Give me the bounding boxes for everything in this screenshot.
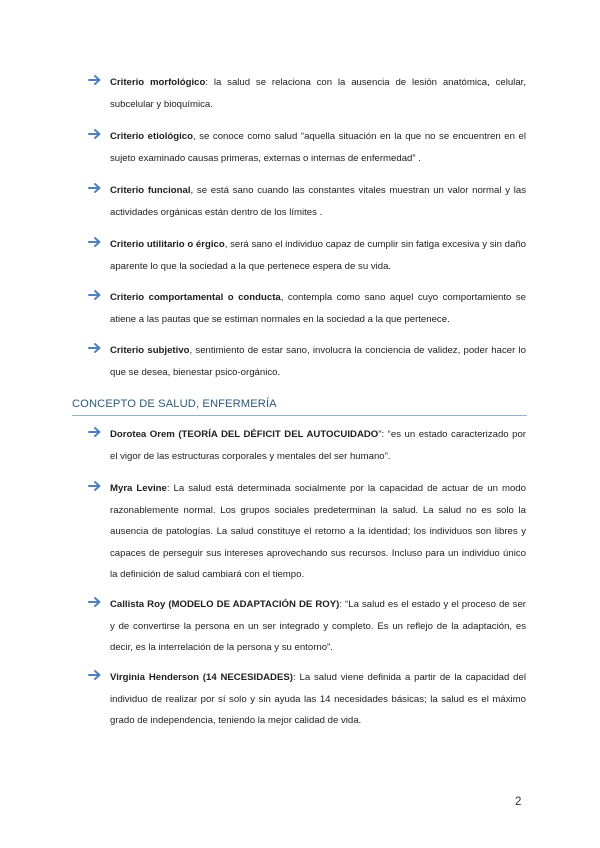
arrow-right-icon: [88, 669, 102, 681]
arrow-right-icon: [88, 182, 102, 194]
criterion-comportamental: [88, 287, 526, 330]
criterion-term: Criterio utilitario o érgico: [110, 239, 225, 250]
criterion-term: Criterio morfológico: [110, 77, 206, 88]
criterion-description: se conoce como salud “aquella situación en la que no se encuentren en el sujeto examinado causas primeras, externas o internas de enfermedad” .: [110, 131, 526, 164]
author-separator: :: [166, 483, 170, 494]
author-separator: ”:: [378, 429, 385, 440]
arrow-right-icon: [88, 128, 102, 140]
criterion-utilitario: [88, 234, 526, 277]
author-term: Callista Roy (MODELO DE ADAPTACIÓN DE ROY): [110, 599, 340, 610]
author-henderson: [88, 667, 526, 732]
author-description: La salud está determinada socialmente por la capacidad de actuar de un modo razonablemente normal. Los grupos sociales predeterminan la salud. La salud no es solo la ausencia de patologías. La salud constituye el retorno a la identidad; los individuos son libres y capaces de perseguir sus intereses aprovechando sus recursos. Incluso para un individuo único la definición de salud cambiará con el tiempo.: [110, 483, 526, 580]
criterion-description: será sano el individuo capaz de cumplir sin fatiga excesiva y sin daño aparente lo que la sociedad a la que pertenece espera de su vida.: [110, 239, 527, 272]
arrow-right-icon: [88, 596, 102, 608]
criterion-description: contempla como sano aquel cuyo comportamiento se atiene a las pautas que se estiman normales en la sociedad a la que pertenece.: [110, 292, 527, 325]
author-term: Dorotea Orem (TEORÍA DEL DÉFICIT DEL AUTOCUIDADO: [110, 429, 379, 440]
criterion-term: Criterio etiológico: [110, 131, 193, 142]
author-levine: [88, 478, 526, 586]
author-term: Virginia Henderson (14 NECESIDADES): [110, 672, 293, 683]
arrow-right-icon: [88, 289, 102, 301]
criterion-description: sentimiento de estar sano, involucra la conciencia de validez, poder hacer lo que se desea, bienestar psico-orgánico.: [110, 345, 526, 378]
arrow-right-icon: [88, 480, 102, 492]
author-description: “La salud es el estado y el proceso de ser y de convertirse la persona en un ser integrado y completo. Es un reflejo de la adaptación, es decir, es la interrelación de la persona y su entorno”.: [110, 599, 526, 653]
criterion-separator: ,: [190, 185, 194, 196]
criterion-separator: ,: [189, 345, 193, 356]
heading-rule: [72, 415, 527, 416]
arrow-right-icon: [88, 426, 102, 438]
criterion-description: la salud se relaciona con la ausencia de lesión anatómica, celular, subcelular y bioquímica.: [110, 77, 526, 110]
criterion-separator: ,: [280, 292, 284, 303]
author-term: Myra Levine: [110, 483, 167, 494]
criterion-etiologico: [88, 126, 526, 169]
section-heading: CONCEPTO DE SALUD, ENFERMERÍA: [72, 398, 277, 410]
criterion-funcional: [88, 180, 526, 223]
author-orem: [88, 424, 526, 467]
author-description: “es un estado caracterizado por el vigor de las estructuras corporales y mentales del ser humano”.: [110, 429, 526, 462]
page-number: 2: [515, 796, 522, 808]
arrow-right-icon: [88, 74, 102, 86]
criterion-term: Criterio comportamental o conducta: [110, 292, 281, 303]
author-separator: :: [339, 599, 342, 610]
criterion-separator: :: [205, 77, 209, 88]
criterion-morfologico: [88, 72, 526, 115]
criterion-description: se está sano cuando las constantes vitales muestran un valor normal y las actividades orgánicas están dentro de los límites .: [110, 185, 526, 218]
author-roy: [88, 594, 526, 659]
criterion-subjetivo: [88, 340, 526, 383]
criterion-separator: ,: [224, 239, 228, 250]
criterion-separator: ,: [192, 131, 196, 142]
criterion-term: Criterio funcional: [110, 185, 191, 196]
author-description: La salud viene definida a partir de la capacidad del individuo de realizar por sí solo y sin ayuda las 14 necesidades básicas; la salud es el máximo grado de independencia, teniendo la mejor calidad de vida.: [110, 672, 526, 726]
criterion-term: Criterio subjetivo: [110, 345, 190, 356]
author-separator: :: [292, 672, 296, 683]
arrow-right-icon: [88, 342, 102, 354]
arrow-right-icon: [88, 236, 102, 248]
